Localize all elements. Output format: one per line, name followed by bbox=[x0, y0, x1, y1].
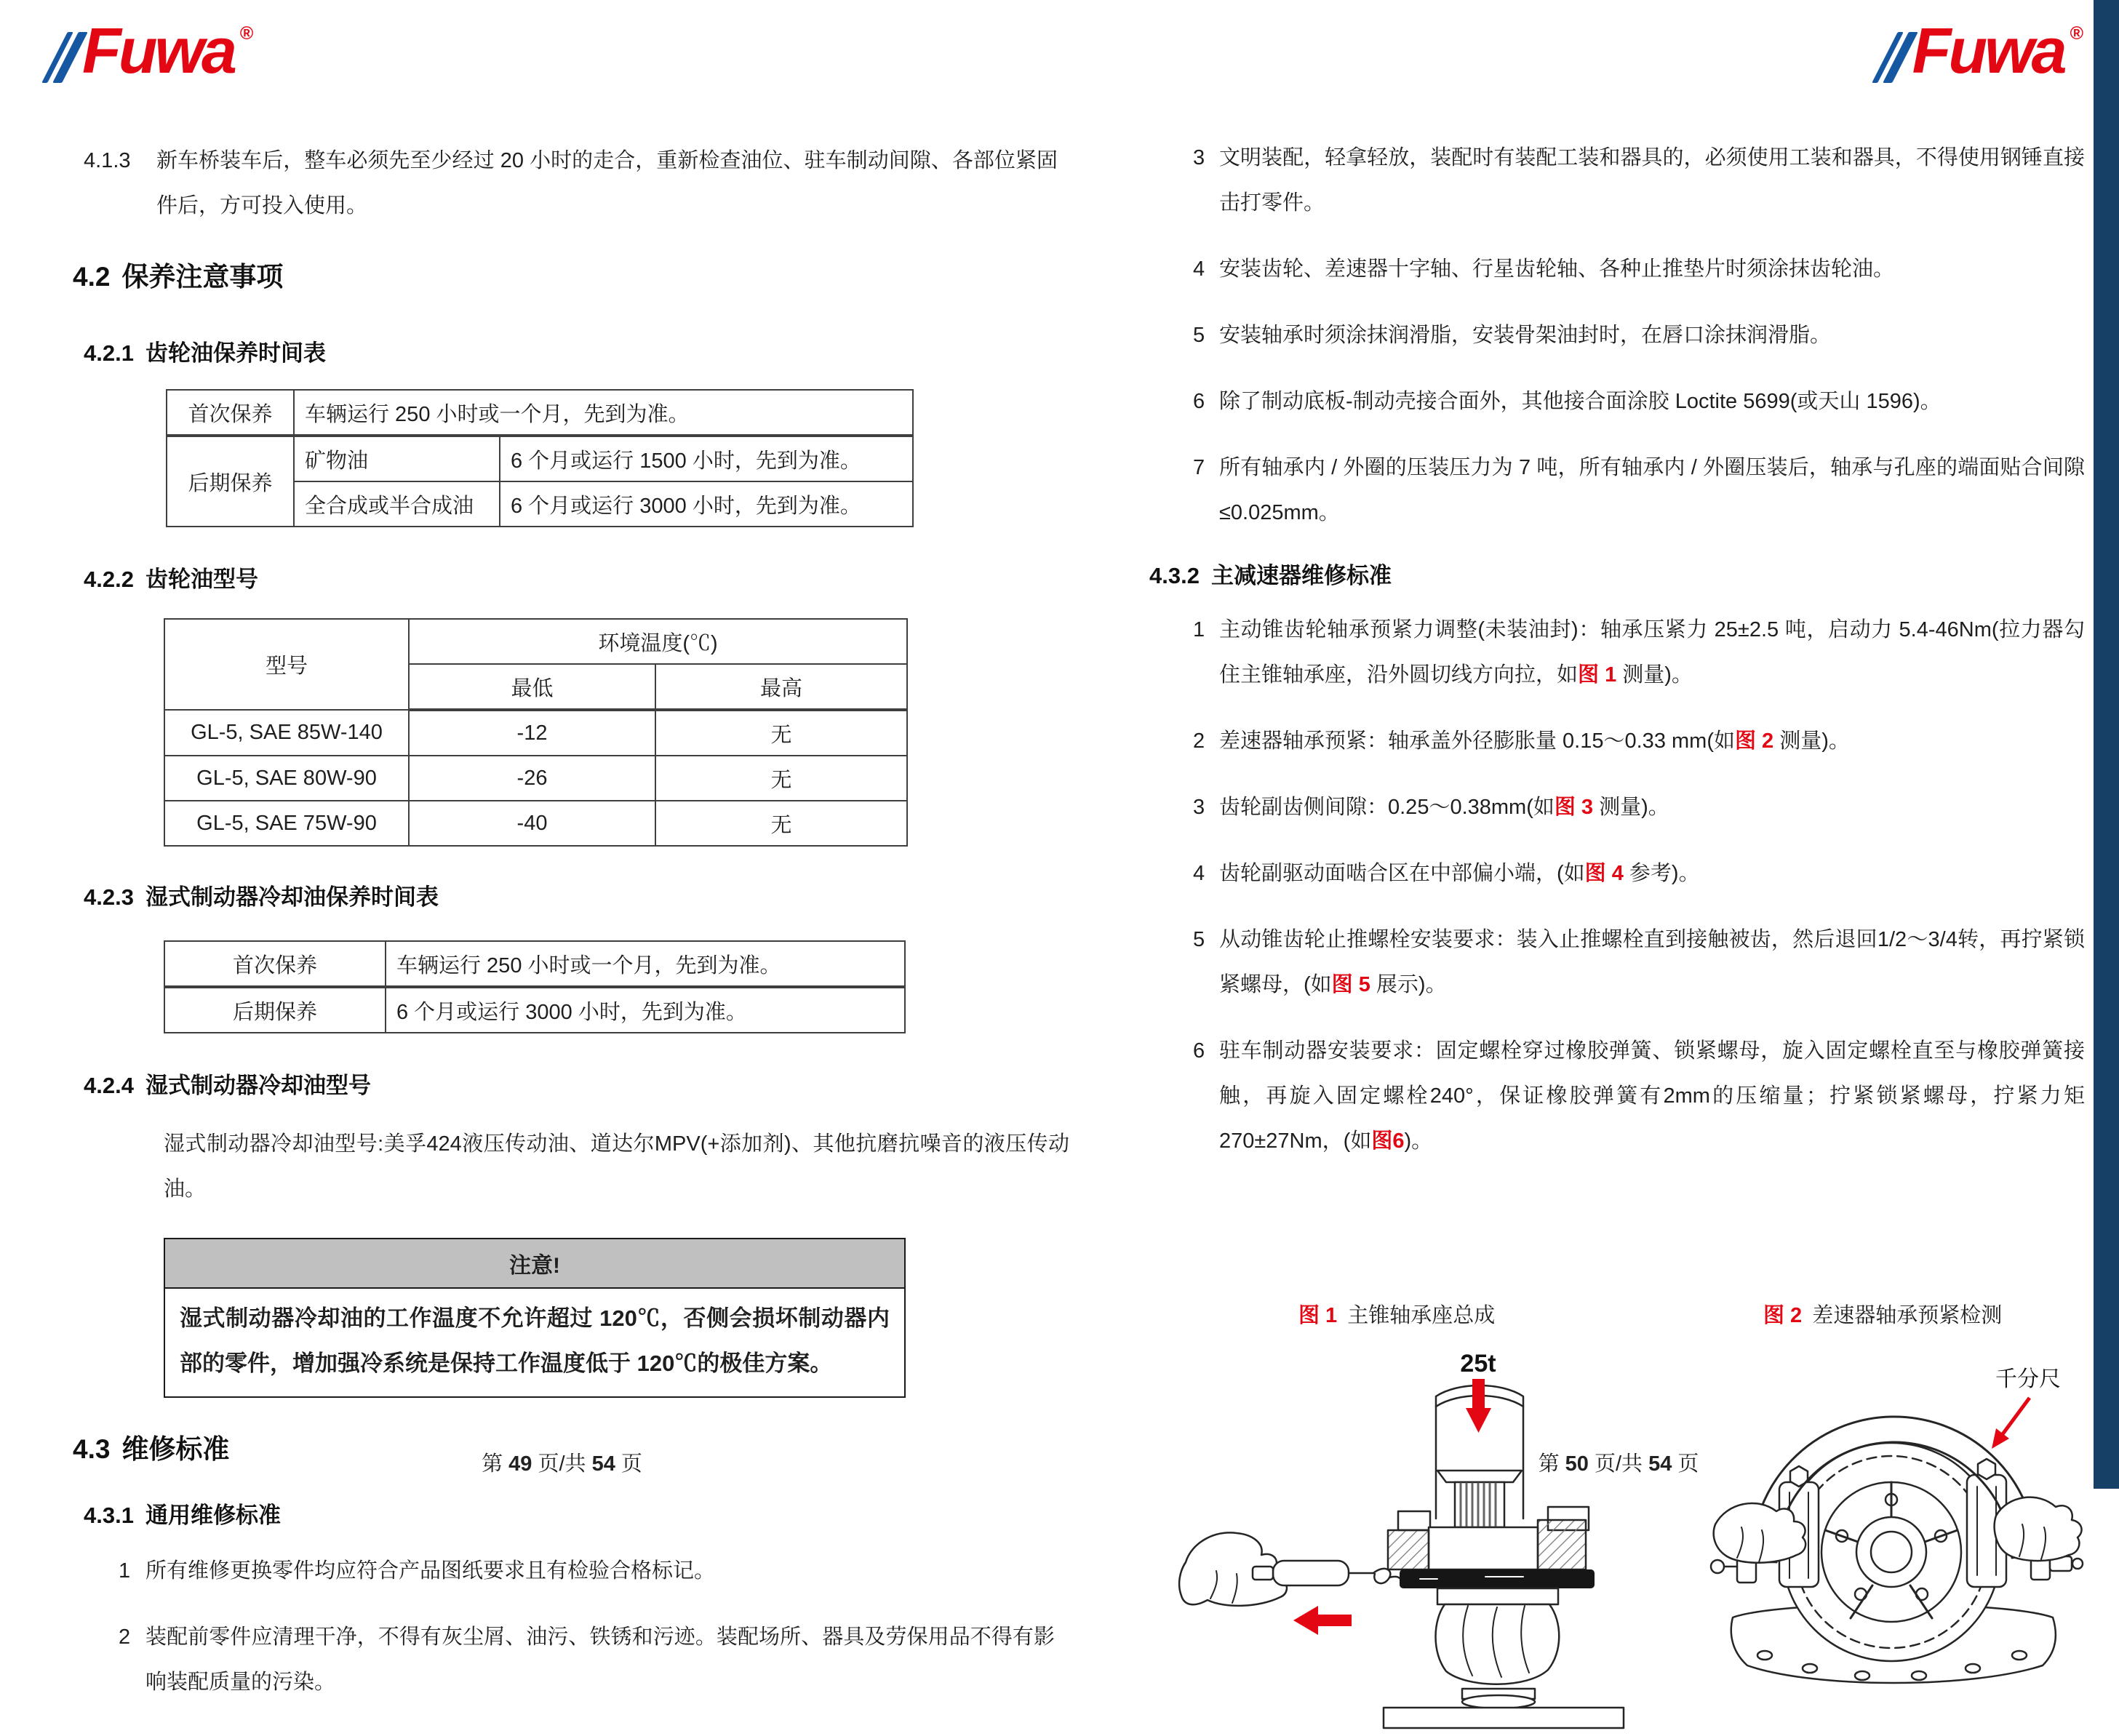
item-number: 6 bbox=[1193, 1039, 1205, 1063]
heading-title: 湿式制动器冷却油保养时间表 bbox=[145, 884, 439, 910]
heading-number: 4.3.2 bbox=[1149, 563, 1200, 588]
item-text: 所有轴承内 / 外圈的压装压力为 7 吨，所有轴承内 / 外圈压装后，轴承与孔座的端面贴合间隙≤0.025mm。 bbox=[1219, 456, 2085, 524]
item-text: 测量)。 bbox=[1593, 796, 1669, 819]
item-text: 主动锥齿轮轴承预紧力调整(未装油封)：轴承压紧力 25±2.5 吨，启动力 5.4-46Nm(拉力器勾住主锥轴承座，沿外圆切线方向拉，如 bbox=[1219, 618, 2085, 687]
footer-text: 第 bbox=[1538, 1452, 1565, 1476]
table-row bbox=[164, 987, 905, 1033]
paragraph-4-2-4: 湿式制动器冷却油型号:美孚424液压传动油、道达尔MPV(+添加剂)、其他抗磨抗噪音的液压传动油。 bbox=[164, 1132, 1069, 1201]
cell: -40 bbox=[409, 801, 655, 846]
paragraph-text: 新车桥装车后，整车必须先至少经过 20 小时的走合，重新检查油位、驻车制动间隙、各部位紧固件后，方可投入使用。 bbox=[156, 149, 1058, 217]
micrometer-label: 千分尺 bbox=[1995, 1367, 2061, 1391]
item-number: 2 bbox=[119, 1625, 131, 1649]
cell: 全合成或半合成油 bbox=[294, 481, 500, 527]
cell: 无 bbox=[655, 801, 907, 846]
item-number: 4 bbox=[1193, 862, 1205, 885]
item-text: 测量)。 bbox=[1616, 663, 1693, 687]
list-item bbox=[1144, 379, 2094, 424]
table-row bbox=[164, 801, 907, 846]
heading-number: 4.2.1 bbox=[84, 340, 134, 366]
cell: 无 bbox=[655, 756, 907, 801]
cell: 首次保养 bbox=[167, 390, 294, 436]
list-item bbox=[1144, 719, 2094, 764]
list-item bbox=[1144, 607, 2094, 697]
section-number: 4.1.3 bbox=[84, 149, 131, 172]
list-item bbox=[55, 1548, 1069, 1593]
item-text: 从动锥齿轮止推螺栓安装要求：装入止推螺栓直到接触被齿，然后退回1/2～3/4转，再拧紧锁紧螺母，(如 bbox=[1219, 928, 2085, 996]
figure-reference: 图 4 bbox=[1584, 862, 1624, 885]
item-number: 1 bbox=[119, 1559, 131, 1583]
item-number: 4 bbox=[1193, 257, 1205, 281]
table-row bbox=[164, 941, 905, 987]
heading-title: 湿式制动器冷却油型号 bbox=[145, 1073, 371, 1098]
column-header: 型号 bbox=[164, 619, 409, 710]
column-header: 最高 bbox=[655, 664, 907, 710]
page-footer bbox=[55, 1447, 1069, 1477]
item-number: 6 bbox=[1193, 390, 1205, 413]
item-text: 差速器轴承预紧：轴承盖外径膨胀量 0.15～0.33 mm(如 bbox=[1219, 729, 1735, 753]
cell: GL-5, SAE 85W-140 bbox=[164, 710, 409, 756]
heading-title: 齿轮油型号 bbox=[145, 567, 258, 592]
item-text: 展示)。 bbox=[1370, 973, 1447, 996]
figure-reference: 图 1 bbox=[1298, 1304, 1338, 1327]
figure-reference: 图6 bbox=[1371, 1129, 1405, 1153]
cell: -12 bbox=[409, 710, 655, 756]
item-text: 安装轴承时须涂抹润滑脂，安装骨架油封时，在唇口涂抹润滑脂。 bbox=[1219, 324, 1832, 347]
heading-4-2-2 bbox=[84, 561, 1069, 593]
pointer-arrow-icon bbox=[1992, 1398, 2030, 1449]
heading-number: 4.2 bbox=[73, 262, 111, 292]
total-pages: 54 bbox=[1648, 1452, 1672, 1476]
item-number: 3 bbox=[1193, 146, 1205, 169]
heading-number: 4.3.1 bbox=[84, 1503, 134, 1528]
list-item bbox=[1144, 917, 2094, 1007]
caption-text: 差速器轴承预紧检测 bbox=[1812, 1304, 2003, 1327]
heading-4-2-3 bbox=[84, 879, 1069, 911]
caption-text: 主锥轴承座总成 bbox=[1347, 1304, 1496, 1327]
column-header: 最低 bbox=[409, 664, 655, 710]
figure-reference: 图 2 bbox=[1763, 1304, 1803, 1327]
figure-2-drawing bbox=[1695, 1347, 2091, 1711]
table-row bbox=[164, 710, 907, 756]
logo-text: Fuwa bbox=[82, 15, 234, 87]
cell: 无 bbox=[655, 710, 907, 756]
cell: 矿物油 bbox=[294, 436, 500, 481]
cell: 后期保养 bbox=[167, 436, 294, 527]
footer-text: 页 bbox=[615, 1452, 642, 1476]
figure-2-caption bbox=[1763, 1299, 2002, 1329]
page-number: 49 bbox=[508, 1452, 532, 1476]
cell: 车辆运行 250 小时或一个月，先到为准。 bbox=[294, 390, 913, 436]
page-number: 50 bbox=[1565, 1452, 1589, 1476]
cell: 6 个月或运行 3000 小时，先到为准。 bbox=[500, 481, 913, 527]
column-group-header: 环境温度(℃) bbox=[409, 619, 907, 664]
page-50 bbox=[1144, 0, 2094, 1489]
heading-title: 维修标准 bbox=[121, 1434, 230, 1464]
item-text: )。 bbox=[1404, 1129, 1433, 1153]
logo-slashes-icon bbox=[1885, 32, 1905, 83]
fuwa-logo bbox=[1144, 15, 2083, 95]
cell: 车辆运行 250 小时或一个月，先到为准。 bbox=[386, 941, 905, 987]
list-item bbox=[1144, 247, 2094, 292]
table-header-row bbox=[164, 619, 907, 664]
page-footer bbox=[1144, 1447, 2094, 1477]
table-row bbox=[167, 436, 913, 481]
item-text: 除了制动底板-制动壳接合面外，其他接合面涂胶 Loctite 5699(或天山 1596)。 bbox=[1219, 390, 1942, 413]
binding-edge-bar bbox=[2094, 0, 2119, 1489]
list-item bbox=[55, 1615, 1069, 1705]
item-text: 参考)。 bbox=[1623, 862, 1700, 885]
registered-mark: ® bbox=[239, 23, 254, 44]
left-arrow-icon bbox=[1293, 1606, 1352, 1635]
footer-text: 页/共 bbox=[532, 1452, 592, 1476]
figure-reference: 图 2 bbox=[1734, 729, 1774, 753]
footer-text: 页/共 bbox=[1588, 1452, 1649, 1476]
list-item bbox=[1144, 313, 2094, 358]
page-49 bbox=[55, 0, 1069, 1694]
list-item bbox=[1144, 135, 2094, 225]
heading-title: 保养注意事项 bbox=[121, 262, 284, 292]
item-text: 安装齿轮、差速器十字轴、行星齿轮轴、各种止推垫片时须涂抹齿轮油。 bbox=[1219, 257, 1895, 281]
figure-captions bbox=[1144, 1299, 2094, 1335]
item-number: 1 bbox=[1193, 618, 1205, 641]
footer-text: 页 bbox=[1672, 1452, 1699, 1476]
cell: GL-5, SAE 80W-90 bbox=[164, 756, 409, 801]
figure-reference: 图 5 bbox=[1331, 973, 1370, 996]
figure-reference: 图 3 bbox=[1554, 796, 1594, 819]
item-text: 驻车制动器安装要求：固定螺栓穿过橡胶弹簧、锁紧螺母，旋入固定螺栓直至与橡胶弹簧接触，再旋入固定螺栓240°，保证橡胶弹簧有2mm的压缩量；拧紧锁紧螺母，拧紧力矩270±27Nm，(如 bbox=[1219, 1039, 2085, 1153]
heading-number: 4.2.3 bbox=[84, 884, 134, 910]
list-item bbox=[1144, 851, 2094, 896]
cell: GL-5, SAE 75W-90 bbox=[164, 801, 409, 846]
cell: 6 个月或运行 3000 小时，先到为准。 bbox=[386, 987, 905, 1033]
notice-text: 湿式制动器冷却油的工作温度不允许超过 120℃，否侧会损坏制动器内部的零件，增加强冷系统是保持工作温度低于 120℃的极佳方案。 bbox=[164, 1289, 906, 1398]
heading-4-3-1 bbox=[84, 1497, 1069, 1529]
cell: 6 个月或运行 1500 小时，先到为准。 bbox=[500, 436, 913, 481]
item-text: 齿轮副驱动面啮合区在中部偏小端，(如 bbox=[1219, 862, 1585, 885]
footer-text: 第 bbox=[482, 1452, 509, 1476]
fuwa-logo bbox=[55, 15, 1069, 95]
item-number: 2 bbox=[1193, 729, 1205, 753]
heading-title: 齿轮油保养时间表 bbox=[145, 340, 326, 366]
cell: 后期保养 bbox=[164, 987, 386, 1033]
paragraph-4-1-3 bbox=[55, 138, 1069, 228]
item-text: 所有维修更换零件均应符合产品图纸要求且有检验合格标记。 bbox=[145, 1559, 716, 1583]
logo-slashes-icon bbox=[55, 32, 75, 83]
heading-4-3-2 bbox=[1149, 557, 2094, 590]
item-text: 测量)。 bbox=[1773, 729, 1850, 753]
total-pages: 54 bbox=[591, 1452, 615, 1476]
figures-row bbox=[1144, 1340, 2094, 1736]
gear-oil-types-table bbox=[164, 618, 908, 847]
logo-text: Fuwa bbox=[1912, 15, 2064, 87]
list-item bbox=[1144, 1028, 2094, 1164]
heading-number: 4.2.4 bbox=[84, 1073, 134, 1098]
figure-reference: 图 1 bbox=[1578, 663, 1617, 687]
notice-title: 注意! bbox=[164, 1238, 906, 1289]
table-row bbox=[167, 390, 913, 436]
heading-4-2 bbox=[73, 255, 1069, 294]
heading-4-2-1 bbox=[84, 335, 1069, 367]
down-arrow-icon bbox=[1466, 1379, 1491, 1433]
press-force-label: 25t bbox=[1460, 1350, 1496, 1377]
gear-oil-schedule-table bbox=[166, 389, 914, 527]
list-item bbox=[1144, 785, 2094, 830]
cell: -26 bbox=[409, 756, 655, 801]
heading-title: 主减速器维修标准 bbox=[1210, 563, 1392, 588]
brake-oil-schedule-table bbox=[164, 940, 906, 1033]
heading-number: 4.2.2 bbox=[84, 567, 134, 592]
list-item bbox=[1144, 445, 2094, 535]
item-text: 文明装配，轻拿轻放，装配时有装配工装和器具的，必须使用工装和器具，不得使用钢锤直接击打零件。 bbox=[1219, 146, 2085, 215]
item-number: 3 bbox=[1193, 796, 1205, 819]
figure-1-drawing bbox=[1144, 1340, 1653, 1732]
heading-title: 通用维修标准 bbox=[145, 1503, 281, 1528]
item-text: 装配前零件应清理干净，不得有灰尘屑、油污、铁锈和污迹。装配场所、器具及劳保用品不得有影响装配质量的污染。 bbox=[145, 1625, 1055, 1694]
item-number: 5 bbox=[1193, 928, 1205, 951]
heading-4-2-4 bbox=[84, 1067, 1069, 1100]
registered-mark: ® bbox=[2070, 23, 2083, 44]
heading-number: 4.3 bbox=[73, 1434, 111, 1464]
figure-1-caption bbox=[1298, 1299, 1495, 1329]
cell: 首次保养 bbox=[164, 941, 386, 987]
notice-box bbox=[164, 1238, 906, 1398]
item-number: 5 bbox=[1193, 324, 1205, 347]
table-row bbox=[164, 756, 907, 801]
item-text: 齿轮副齿侧间隙：0.25～0.38mm(如 bbox=[1219, 796, 1555, 819]
item-number: 7 bbox=[1193, 456, 1205, 479]
